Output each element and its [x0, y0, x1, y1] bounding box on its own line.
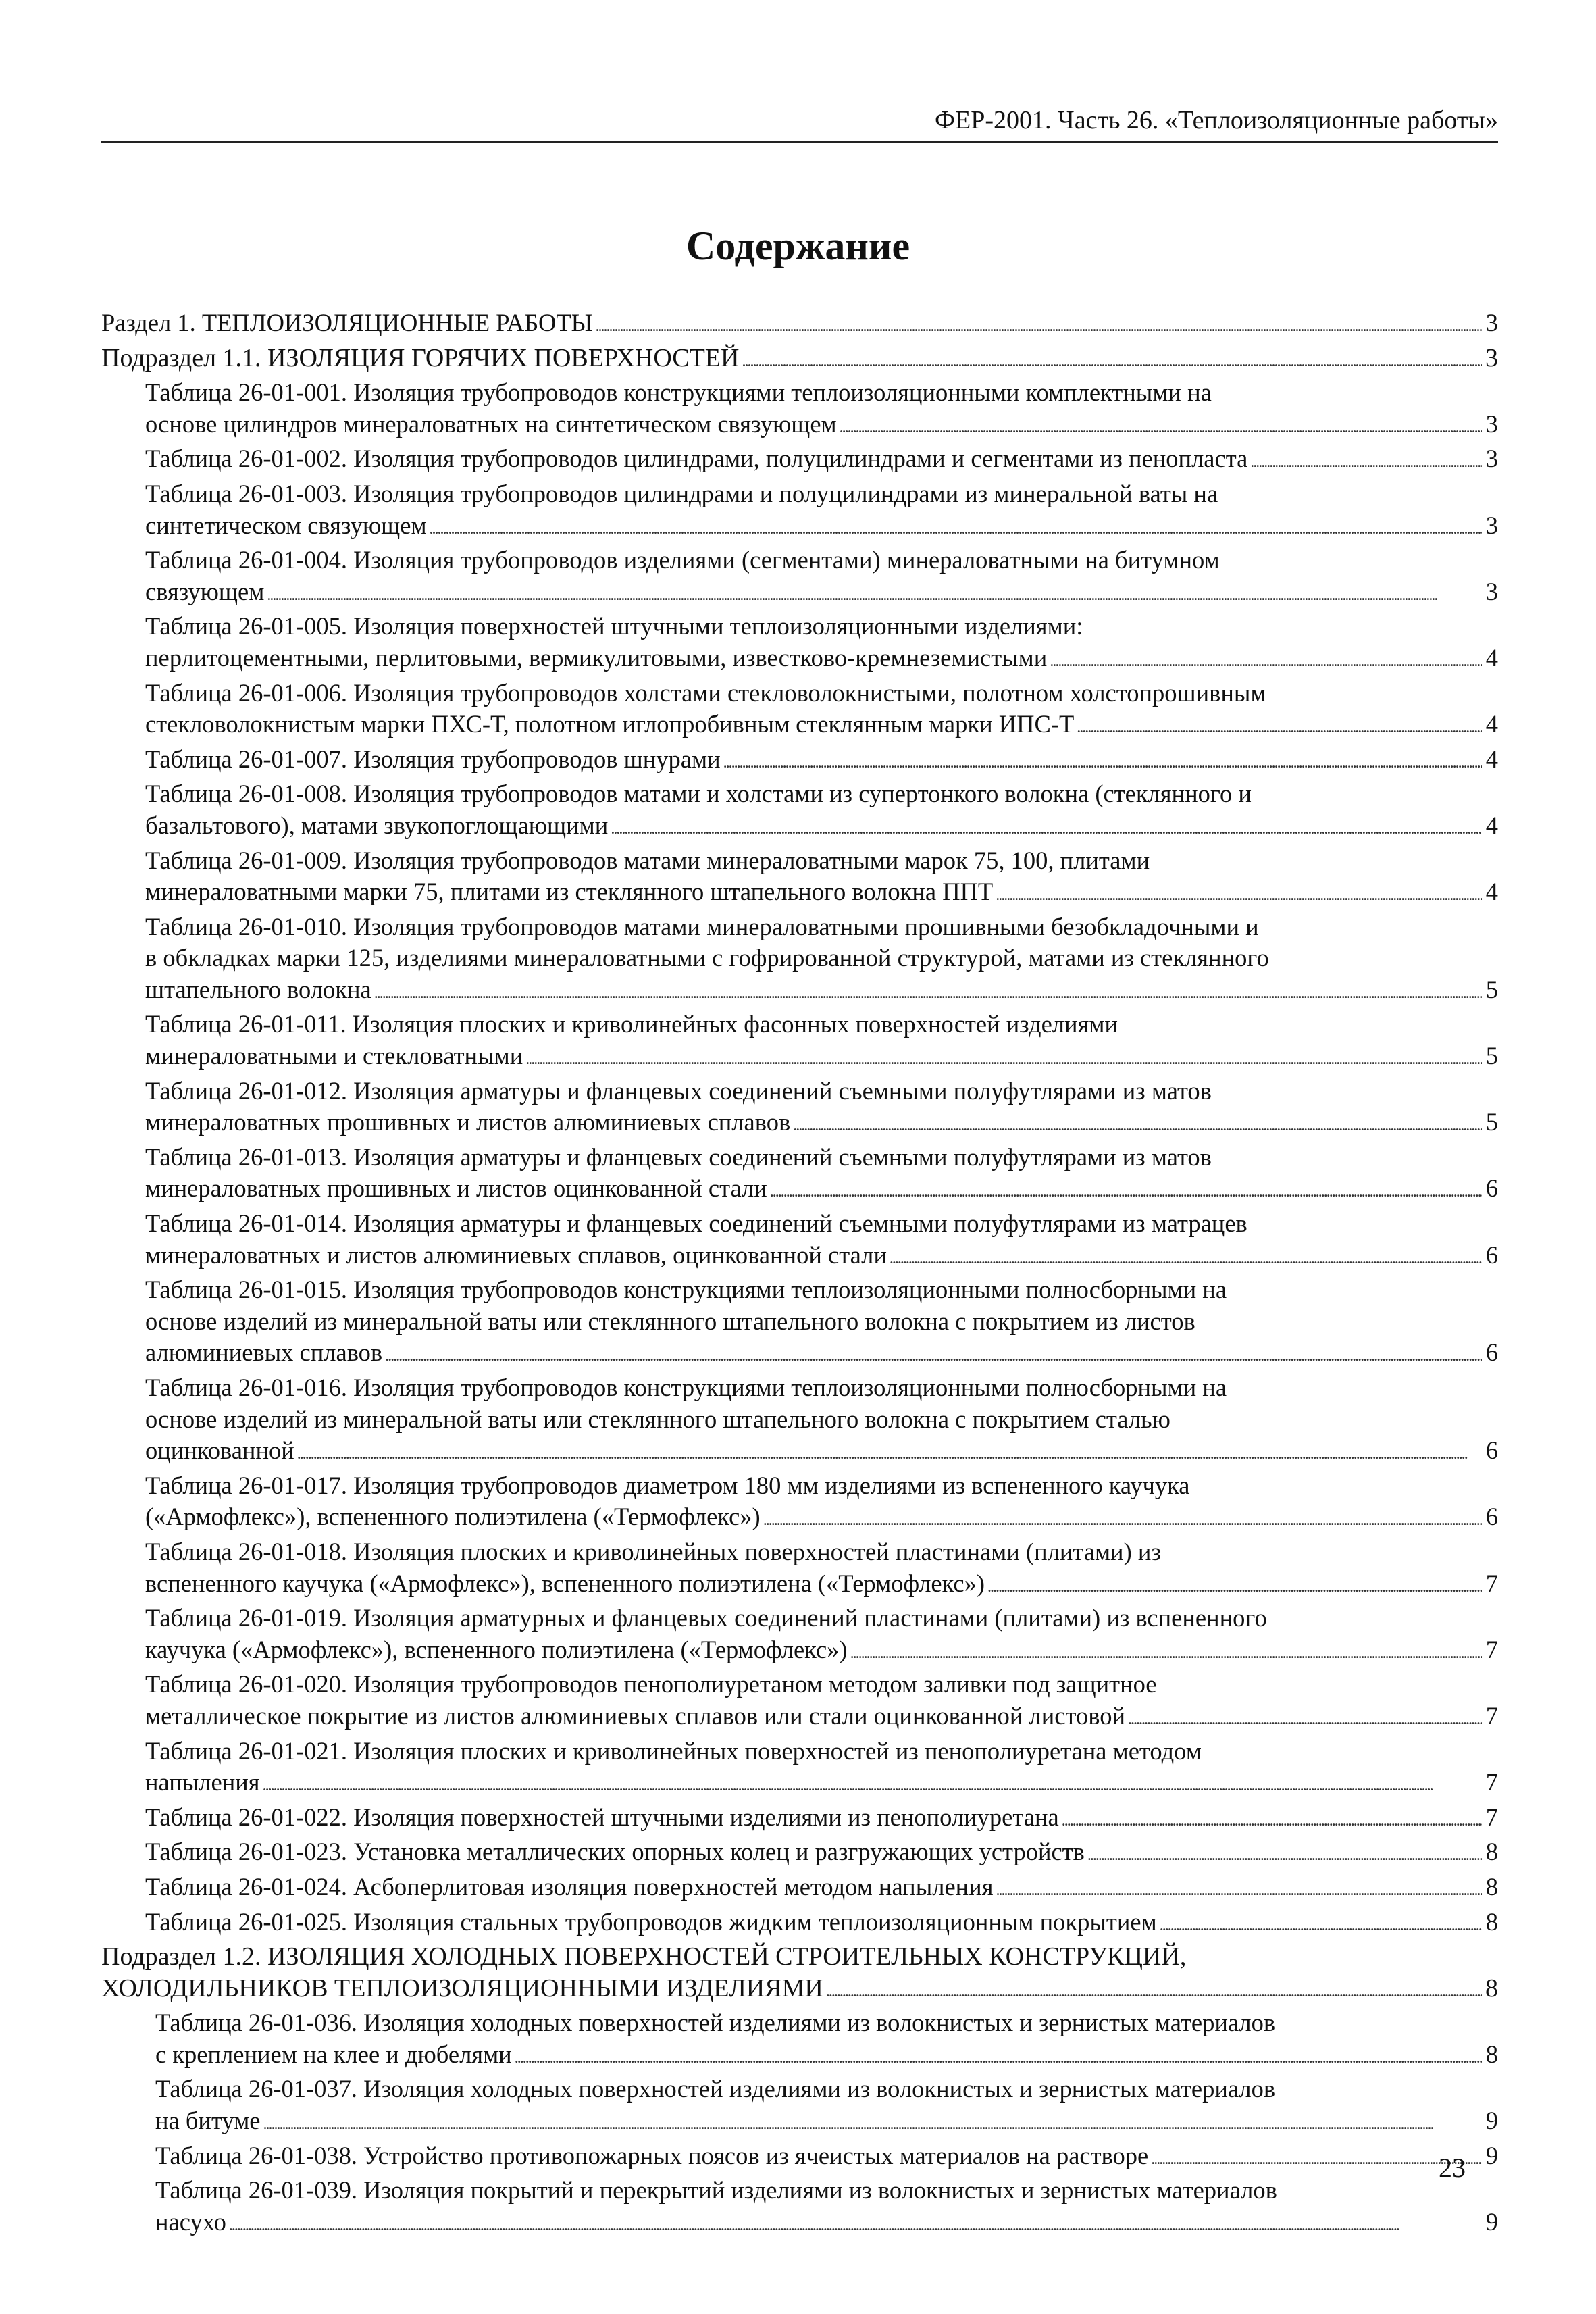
toc-page-ref: 4: [1485, 710, 1498, 738]
toc-entry-text: Таблица 26-01-008. Изоляция трубопроводов матами и холстами из супертонкого волокна (стеклянного и: [145, 780, 1252, 808]
toc-entry[interactable]: [101, 343, 1498, 378]
toc-entry[interactable]: [101, 1836, 1498, 1871]
toc-entry-text: Таблица 26-01-009. Изоляция трубопроводов матами минераловатными марок 75, 100, плитами: [145, 846, 1150, 874]
toc-page-ref: 3: [1485, 445, 1498, 473]
dot-leader: [374, 974, 1482, 1009]
toc-entry-text: в обкладках марки 125, изделиями минераловатными с гофрированной структурой, матами из стеклянного: [145, 944, 1269, 972]
toc-page-ref: 7: [1485, 1569, 1498, 1597]
toc-entry-text: Таблица 26-01-020. Изоляция трубопроводов пенополиуретаном методом заливки под защитное: [145, 1670, 1157, 1699]
toc-entry-text: основе цилиндров минераловатных на синтетическом связующем: [145, 409, 837, 438]
dot-leader: [611, 810, 1482, 845]
page-title: Содержание: [686, 224, 910, 268]
toc-entry[interactable]: [101, 1603, 1498, 1669]
toc-entry-text: Таблица 26-01-024. Асбоперлитовая изоляция поверхностей методом напыления: [145, 1872, 994, 1901]
toc-entry-text: перлитоцементными, перлитовыми, вермикулитовыми, известково-кремнеземистыми: [145, 643, 1048, 672]
toc-entry-text: Таблица 26-01-005. Изоляция поверхностей штучными теплоизоляционными изделиями:: [145, 612, 1083, 640]
toc-page-ref: 6: [1485, 1174, 1498, 1203]
toc-entry-text: насухо: [155, 2207, 226, 2236]
toc-entry[interactable]: [101, 377, 1498, 443]
toc-page-ref: 8: [1485, 1838, 1498, 1866]
dot-leader: [1062, 1802, 1482, 1837]
toc-entry[interactable]: [101, 2073, 1498, 2140]
toc-page-ref: 5: [1485, 975, 1498, 1003]
toc-page-ref: 3: [1485, 409, 1498, 438]
toc-entry-text: базальтового), матами звукопоглощающими: [145, 811, 609, 839]
toc-entry[interactable]: [101, 845, 1498, 911]
toc-entry-text: ХОЛОДИЛЬНИКОВ ТЕПЛОИЗОЛЯЦИОННЫМИ ИЗДЕЛИЯМИ: [101, 1973, 823, 2003]
toc-entry-text: («Армофлекс»), вспененного полиэтилена («Термофлекс»): [145, 1503, 761, 1531]
toc-page-ref: 3: [1485, 577, 1498, 605]
toc-page-ref: 9: [1485, 2107, 1498, 2135]
toc-page-ref: 4: [1485, 643, 1498, 672]
running-header: ФЕР-2001. Часть 26. «Теплоизоляционные работы»: [101, 105, 1498, 143]
toc-entry[interactable]: [101, 1274, 1498, 1372]
toc-entry-text: вспененного каучука («Армофлекс»), вспененного полиэтилена («Термофлекс»): [145, 1569, 985, 1597]
toc-entry-text: Таблица 26-01-023. Установка металлических опорных колец и разгружающих устройств: [145, 1838, 1085, 1866]
toc-entry[interactable]: [101, 744, 1498, 779]
toc-page-ref: 4: [1485, 745, 1498, 773]
dot-leader: [987, 1568, 1482, 1603]
dot-leader: [1160, 1907, 1482, 1942]
page-number: 23: [1439, 2153, 1466, 2183]
table-of-contents: [101, 307, 1498, 2241]
dot-leader: [525, 1040, 1482, 1076]
toc-entry-text: Таблица 26-01-022. Изоляция поверхностей штучными изделиями из пенополиуретана: [145, 1803, 1059, 1831]
toc-entry[interactable]: [101, 1802, 1498, 1837]
toc-page-ref: 8: [1485, 1973, 1498, 2003]
toc-page-ref: 7: [1485, 1768, 1498, 1796]
toc-entry-text: Таблица 26-01-006. Изоляция трубопроводов холстами стекловолокнистыми, полотном холстопрошивным: [145, 678, 1266, 707]
toc-entry[interactable]: [101, 2140, 1498, 2175]
toc-entry-text: Таблица 26-01-018. Изоляция плоских и криволинейных поверхностей пластинами (плитами) из: [145, 1537, 1161, 1565]
toc-entry-text: Таблица 26-01-021. Изоляция плоских и криволинейных поверхностей из пенополиуретана методом: [145, 1736, 1202, 1765]
toc-page-ref: 4: [1485, 878, 1498, 906]
toc-entry-text: основе изделий из минеральной ваты или стеклянного штапельного волокна с покрытием из листов: [145, 1307, 1195, 1335]
dot-leader: [840, 409, 1482, 444]
toc-entry[interactable]: [101, 911, 1498, 1009]
toc-entry-text: минераловатных и листов алюминиевых сплавов, оцинкованной стали: [145, 1240, 887, 1269]
toc-entry-text: Таблица 26-01-001. Изоляция трубопроводов конструкциями теплоизоляционными комплектными на: [145, 378, 1212, 407]
toc-page-ref: 5: [1485, 1108, 1498, 1136]
toc-entry-text: Таблица 26-01-025. Изоляция стальных трубопроводов жидким теплоизоляционным покрытием: [145, 1907, 1157, 1936]
toc-page-ref: 3: [1485, 511, 1498, 539]
toc-entry[interactable]: [101, 1372, 1498, 1470]
toc-entry-text: Таблица 26-01-038. Устройство противопожарных поясов из ячеистых материалов на растворе: [155, 2141, 1149, 2169]
toc-entry-text: Таблица 26-01-013. Изоляция арматуры и фланцевых соединений съемными полуфутлярами из матов: [145, 1142, 1212, 1171]
toc-entry[interactable]: [101, 1871, 1498, 1907]
toc-entry-text: Таблица 26-01-016. Изоляция трубопроводов конструкциями теплоизоляционными полносборными на: [145, 1374, 1227, 1401]
toc-entry[interactable]: [101, 443, 1498, 478]
toc-entry[interactable]: [101, 1907, 1498, 1942]
toc-entry-text: Таблица 26-01-012. Изоляция арматуры и фланцевых соединений съемными полуфутлярами из матов: [145, 1076, 1212, 1105]
toc-entry-text: минераловатных прошивных и листов алюминиевых сплавов: [145, 1108, 791, 1136]
toc-entry-text: Таблица 26-01-014. Изоляция арматуры и фланцевых соединений съемными полуфутлярами из матрацев: [145, 1209, 1247, 1238]
toc-entry-text: Таблица 26-01-017. Изоляция трубопроводов диаметром 180 мм изделиями из вспененного каучука: [145, 1471, 1190, 1499]
toc-page-ref: 8: [1485, 2040, 1498, 2068]
toc-page-ref: 9: [1485, 2141, 1498, 2169]
dot-leader: [770, 1173, 1482, 1208]
toc-entry-text: Таблица 26-01-003. Изоляция трубопроводов цилиндрами и полуцилиндрами из минеральной ваты на: [145, 479, 1218, 507]
dot-leader: [1250, 443, 1482, 478]
toc-entry-text: связующем: [145, 577, 265, 605]
toc-page-ref: 6: [1485, 1240, 1498, 1269]
dot-leader: [229, 2207, 1482, 2242]
toc-entry-text: Подраздел 1.2. ИЗОЛЯЦИЯ ХОЛОДНЫХ ПОВЕРХНОСТЕЙ СТРОИТЕЛЬНЫХ КОНСТРУКЦИЙ,: [101, 1942, 1187, 1971]
dot-leader: [890, 1240, 1482, 1275]
dot-leader: [793, 1107, 1482, 1142]
dot-leader: [1087, 1836, 1482, 1871]
toc-entry-text: с креплением на клее и дюбелями: [155, 2040, 512, 2068]
dot-leader: [1077, 709, 1482, 744]
dot-leader: [1050, 643, 1482, 678]
toc-entry-text: синтетическом связующем: [145, 511, 427, 539]
dot-leader: [1128, 1701, 1482, 1736]
dot-leader: [996, 1871, 1482, 1907]
toc-entry-text: оцинкованной: [145, 1436, 294, 1465]
toc-entry-text: Таблица 26-01-002. Изоляция трубопроводов цилиндрами, полуцилиндрами и сегментами из пенопласта: [145, 445, 1248, 473]
toc-entry-text: напыления: [145, 1768, 260, 1796]
toc-entry[interactable]: [101, 678, 1498, 744]
toc-entry[interactable]: [101, 1076, 1498, 1142]
toc-entry[interactable]: [101, 2007, 1498, 2073]
toc-page-ref: 6: [1485, 1436, 1498, 1465]
dot-leader: [595, 307, 1482, 343]
toc-entry-text: металлическое покрытие из листов алюминиевых сплавов или стали оцинкованной листовой: [145, 1701, 1125, 1730]
toc-entry-text: стекловолокнистым марки ПХС-Т, полотном иглопробивным стеклянным марки ИПС-Т: [145, 710, 1075, 738]
toc-entry-text: на битуме: [155, 2107, 261, 2135]
toc-entry-text: Таблица 26-01-019. Изоляция арматурных и фланцевых соединений пластинами (плитами) из вспененного: [145, 1604, 1267, 1632]
toc-entry[interactable]: [101, 778, 1498, 845]
toc-page-ref: 8: [1485, 1907, 1498, 1936]
toc-entry[interactable]: [101, 545, 1498, 611]
dot-leader: [297, 1435, 1482, 1470]
toc-entry-text: Раздел 1. ТЕПЛОИЗОЛЯЦИОННЫЕ РАБОТЫ: [101, 309, 593, 336]
toc-entry[interactable]: [101, 307, 1498, 343]
toc-entry[interactable]: [101, 1470, 1498, 1536]
toc-entry-text: Таблица 26-01-010. Изоляция трубопроводов матами минераловатными прошивными безобкладочными и: [145, 912, 1259, 940]
dot-leader: [763, 1501, 1482, 1536]
dot-leader: [1151, 2140, 1482, 2175]
toc-entry[interactable]: [101, 611, 1498, 677]
toc-entry[interactable]: [101, 1669, 1498, 1735]
toc-entry[interactable]: [101, 1208, 1498, 1274]
toc-entry[interactable]: [101, 1941, 1498, 2007]
dot-leader: [267, 576, 1482, 611]
dot-leader: [385, 1337, 1482, 1372]
toc-entry-text: Таблица 26-01-015. Изоляция трубопроводов конструкциями теплоизоляционными полносборными на: [145, 1276, 1227, 1304]
toc-entry[interactable]: [101, 478, 1498, 545]
toc-page-ref: 7: [1485, 1635, 1498, 1663]
toc-entry[interactable]: [101, 1142, 1498, 1208]
toc-entry-text: минераловатными и стекловатными: [145, 1042, 523, 1070]
toc-entry-text: штапельного волокна: [145, 975, 371, 1003]
dot-leader: [430, 510, 1482, 545]
toc-entry-text: Подраздел 1.1. ИЗОЛЯЦИЯ ГОРЯЧИХ ПОВЕРХНОСТЕЙ: [101, 343, 740, 372]
toc-page-ref: 3: [1485, 309, 1498, 336]
dot-leader: [263, 2105, 1483, 2140]
toc-page-ref: 9: [1485, 2207, 1498, 2236]
toc-entry-text: Таблица 26-01-004. Изоляция трубопроводов изделиями (сегментами) минераловатными на битумном: [145, 546, 1220, 574]
toc-entry-text: Таблица 26-01-037. Изоляция холодных поверхностей изделиями из волокнистых и зернистых материалов: [155, 2075, 1276, 2103]
toc-entry-text: минераловатными марки 75, плитами из стеклянного штапельного волокна ППТ: [145, 878, 994, 906]
dot-leader: [826, 1973, 1482, 2008]
toc-page-ref: 6: [1485, 1503, 1498, 1531]
dot-leader: [850, 1634, 1482, 1669]
dot-leader: [723, 744, 1482, 779]
dot-leader: [996, 876, 1482, 911]
toc-entry[interactable]: [101, 1736, 1498, 1802]
toc-page-ref: 4: [1485, 811, 1498, 839]
toc-entry-text: минераловатных прошивных и листов оцинкованной стали: [145, 1174, 767, 1203]
dot-leader: [263, 1767, 1482, 1802]
toc-page-ref: 7: [1485, 1803, 1498, 1831]
dot-leader: [742, 343, 1482, 378]
toc-entry-text: каучука («Армофлекс»), вспененного полиэтилена («Термофлекс»): [145, 1635, 848, 1663]
toc-entry[interactable]: [101, 1536, 1498, 1603]
toc-page-ref: 3: [1485, 343, 1498, 372]
toc-entry[interactable]: [101, 1009, 1498, 1075]
toc-page-ref: 8: [1485, 1872, 1498, 1901]
toc-page-ref: 7: [1485, 1701, 1498, 1730]
toc-entry-text: алюминиевых сплавов: [145, 1338, 383, 1367]
toc-page-ref: 6: [1485, 1338, 1498, 1367]
toc-entry-text: Таблица 26-01-039. Изоляция покрытий и перекрытий изделиями из волокнистых и зернистых материалов: [155, 2176, 1277, 2205]
toc-entry[interactable]: [101, 2175, 1498, 2241]
toc-entry-text: основе изделий из минеральной ваты или стеклянного штапельного волокна с покрытием сталью: [145, 1405, 1170, 1433]
toc-entry-text: Таблица 26-01-007. Изоляция трубопроводов шнурами: [145, 745, 721, 773]
toc-entry-text: Таблица 26-01-036. Изоляция холодных поверхностей изделиями из волокнистых и зернистых материалов: [155, 2009, 1276, 2037]
dot-leader: [515, 2039, 1482, 2074]
toc-page-ref: 5: [1485, 1042, 1498, 1070]
toc-entry-text: Таблица 26-01-011. Изоляция плоских и криволинейных фасонных поверхностей изделиями: [145, 1010, 1118, 1038]
